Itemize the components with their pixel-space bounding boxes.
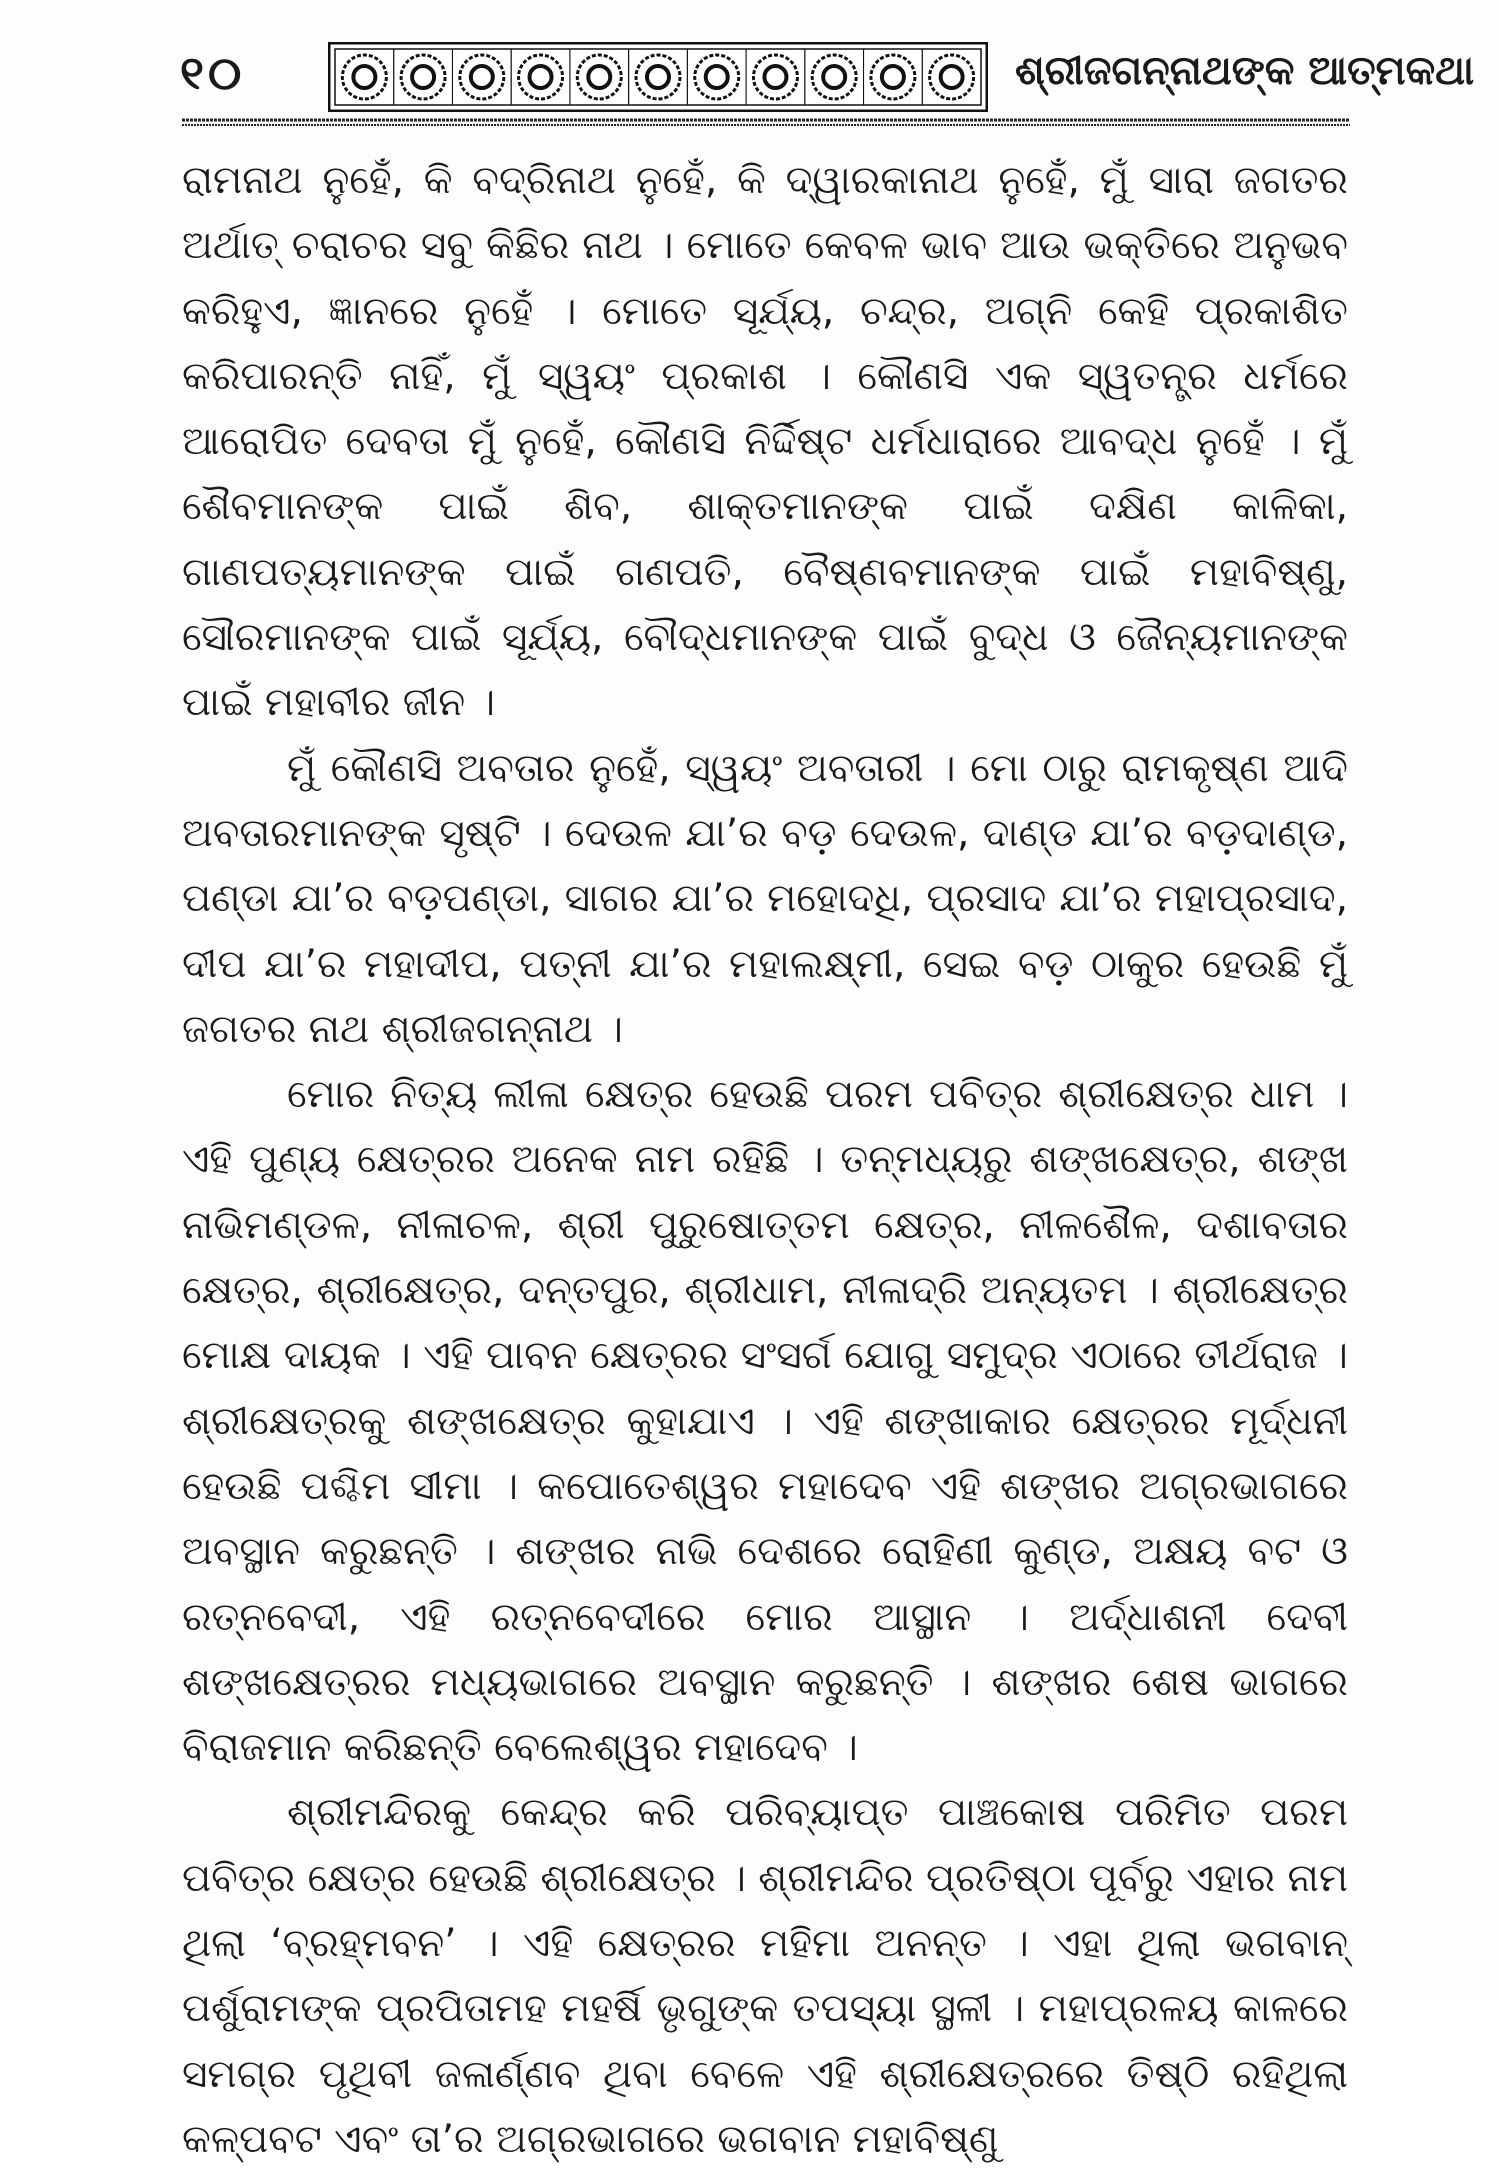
- page-header: [180, 38, 1475, 118]
- page-body: [182, 148, 1348, 2172]
- ornament-dot: [764, 66, 786, 88]
- paragraph-2: ମୁଁ କୌଣସି ଅବତାର ନୁହେଁ, ସ୍ୱୟଂ ଅବତାରୀ । ମୋ ଠାରୁ ରାମକୃଷ୍ଣ ଆଦି ଅବତାରମାନଙ୍କ ସୃଷ୍ଟି । ଦେଉଳ ଯା’ର ବଡ଼ ଦେଉଳ, ଦାଣ୍ଡ ଯା’ର ବଡ଼ଦାଣ୍ଡ, ପଣ୍ଡା ଯା’ର ବଡ଼ପଣ୍ଡା, ସାଗର ଯା’ର ମହୋଦଧି, ପ୍ରସାଦ ଯା’ର ମହାପ୍ରସାଦ, ଦୀପ ଯା’ର ମହାଦୀପ, ପତ୍ନୀ ଯା’ର ମହାଲକ୍ଷ୍ମୀ, ସେଇ ବଡ଼ ଠାକୁର ହେଉଛି ମୁଁ ଜଗତର ନାଥ ଶ୍ରୀଜଗନ୍ନାଥ ।: [182, 745, 1348, 1052]
- ornament-dot: [882, 66, 904, 88]
- page-number: ୧୦: [180, 46, 246, 100]
- ornament-dot: [588, 66, 610, 88]
- ornament-dot: [530, 66, 552, 88]
- ornament-dot: [647, 66, 669, 88]
- ornament-dot: [823, 66, 845, 88]
- ornament-dot: [706, 66, 728, 88]
- ornament-dot: [941, 66, 963, 88]
- paragraph-4: ଶ୍ରୀମନ୍ଦିରକୁ କେନ୍ଦ୍ର କରି ପରିବ୍ୟାପ୍ତ ପାଞ୍ଚକୋଷ ପରିମିତ ପରମ ପବିତ୍ର କ୍ଷେତ୍ର ହେଉଛି ଶ୍ରୀକ୍ଷେତ୍ର । ଶ୍ରୀମନ୍ଦିର ପ୍ରତିଷ୍ଠା ପୂର୍ବରୁ ଏହାର ନାମ ଥିଲା ‘ବ୍ରହ୍ମବନ’ । ଏହି କ୍ଷେତ୍ରର ମହିମା ଅନନ୍ତ । ଏହା ଥିଲା ଭଗବାନ୍ ପର୍ଶୁରାମଙ୍କ ପ୍ରପିତାମହ ମହର୍ଷି ଭୃଗୁଙ୍କ ତପସ୍ୟା ସ୍ଥଳୀ । ମହାପ୍ରଳୟ କାଳରେ ସମଗ୍ର ପୃଥିବୀ ଜଳାର୍ଣ୍ଣବ ଥିବା ବେଳେ ଏହି ଶ୍ରୀକ୍ଷେତ୍ରରେ ତିଷ୍ଠି ରହିଥିଲା କଳ୍ପବଟ ଏବଂ ତା’ର ଅଗ୍ରଭାଗରେ ଭଗବାନ ମହାବିଷ୍ଣୁ: [182, 1790, 1348, 2162]
- header-rule: [182, 118, 1350, 128]
- ornament-dot: [412, 66, 434, 88]
- ornamental-border-icon: [328, 42, 988, 112]
- paragraph-3: ମୋର ନିତ୍ୟ ଲୀଳା କ୍ଷେତ୍ର ହେଉଛି ପରମ ପବିତ୍ର ଶ୍ରୀକ୍ଷେତ୍ର ଧାମ । ଏହି ପୁଣ୍ୟ କ୍ଷେତ୍ରର ଅନେକ ନାମ ରହିଛି । ତନ୍ମଧ୍ୟରୁ ଶଙ୍ଖକ୍ଷେତ୍ର, ଶଙ୍ଖ ନାଭିମଣ୍ଡଳ, ନୀଳାଚଳ, ଶ୍ରୀ ପୁରୁଷୋତ୍ତମ କ୍ଷେତ୍ର, ନୀଳଶୈଳ, ଦଶାବତାର କ୍ଷେତ୍ର, ଶ୍ରୀକ୍ଷେତ୍ର, ଦନ୍ତପୁର, ଶ୍ରୀଧାମ, ନୀଳାଦ୍ରି ଅନ୍ୟତମ । ଶ୍ରୀକ୍ଷେତ୍ର ମୋକ୍ଷ ଦାୟକ । ଏହି ପାବନ କ୍ଷେତ୍ରର ସଂସର୍ଗ ଯୋଗୁ ସମୁଦ୍ର ଏଠାରେ ତୀର୍ଥରାଜ । ଶ୍ରୀକ୍ଷେତ୍ରକୁ ଶଙ୍ଖକ୍ଷେତ୍ର କୁହାଯାଏ । ଏହି ଶଙ୍ଖାକାର କ୍ଷେତ୍ରର ମୂର୍ଦ୍ଧନୀ ହେଉଛି ପଶ୍ଚିମ ସୀମା । କପୋତେଶ୍ୱର ମହାଦେବ ଏହି ଶଙ୍ଖର ଅଗ୍ରଭାଗରେ ଅବସ୍ଥାନ କରୁଛନ୍ତି । ଶଙ୍ଖର ନାଭି ଦେଶରେ ରୋହିଣୀ କୁଣ୍ଡ, ଅକ୍ଷୟ ବଟ ଓ ରତ୍ନବେଦୀ, ଏହି ରତ୍ନବେଦୀରେ ମୋର ଆସ୍ଥାନ । ଅର୍ଦ୍ଧାଶନୀ ଦେବୀ ଶଙ୍ଖକ୍ଷେତ୍ରର ମଧ୍ୟଭାଗରେ ଅବସ୍ଥାନ କରୁଛନ୍ତି । ଶଙ୍ଖର ଶେଷ ଭାଗରେ ବିରାଜମାନ କରିଛନ୍ତି ବେଲେଶ୍ୱର ମହାଦେବ ।: [182, 1072, 1348, 1771]
- ornament-dot: [471, 66, 493, 88]
- ornament-dot: [353, 66, 375, 88]
- book-title: ଶ୍ରୀଜଗନ୍ନାଥଙ୍କ ଆତ୍ମକଥା: [1015, 48, 1475, 94]
- paragraph-1: ରାମନାଥ ନୁହେଁ, କି ବଦ୍ରିନାଥ ନୁହେଁ, କି ଦ୍ୱାରକାନାଥ ନୁହେଁ, ମୁଁ ସାରା ଜଗତର ଅର୍ଥାତ୍ ଚରାଚର ସବୁ କିଛିର ନାଥ । ମୋତେ କେବଳ ଭାବ ଆଉ ଭକ୍ତିରେ ଅନୁଭବ କରିହୁଏ, ଜ୍ଞାନରେ ନୁହେଁ । ମୋତେ ସୂର୍ଯ୍ୟ, ଚନ୍ଦ୍ର, ଅଗ୍ନି କେହି ପ୍ରକାଶିତ କରିପାରନ୍ତି ନାହିଁ, ମୁଁ ସ୍ୱୟଂ ପ୍ରକାଶ । କୌଣସି ଏକ ସ୍ୱତନ୍ତ୍ର ଧର୍ମରେ ଆରୋପିତ ଦେବତା ମୁଁ ନୁହେଁ, କୌଣସି ନିର୍ଦ୍ଦିଷ୍ଟ ଧର୍ମଧାରାରେ ଆବଦ୍ଧ ନୁହେଁ । ମୁଁ ଶୈବମାନଙ୍କ ପାଇଁ ଶିବ, ଶାକ୍ତମାନଙ୍କ ପାଇଁ ଦକ୍ଷିଣ କାଳିକା, ଗାଣପତ୍ୟମାନଙ୍କ ପାଇଁ ଗଣପତି, ବୈଷ୍ଣବମାନଙ୍କ ପାଇଁ ମହାବିଷ୍ଣୁ, ସୌରମାନଙ୍କ ପାଇଁ ସୂର୍ଯ୍ୟ, ବୌଦ୍ଧମାନଙ୍କ ପାଇଁ ବୁଦ୍ଧ ଓ ଜୈନ୍ୟମାନଙ୍କ ପାଇଁ ମହାବୀର ଜୀନ ।: [182, 158, 1348, 726]
